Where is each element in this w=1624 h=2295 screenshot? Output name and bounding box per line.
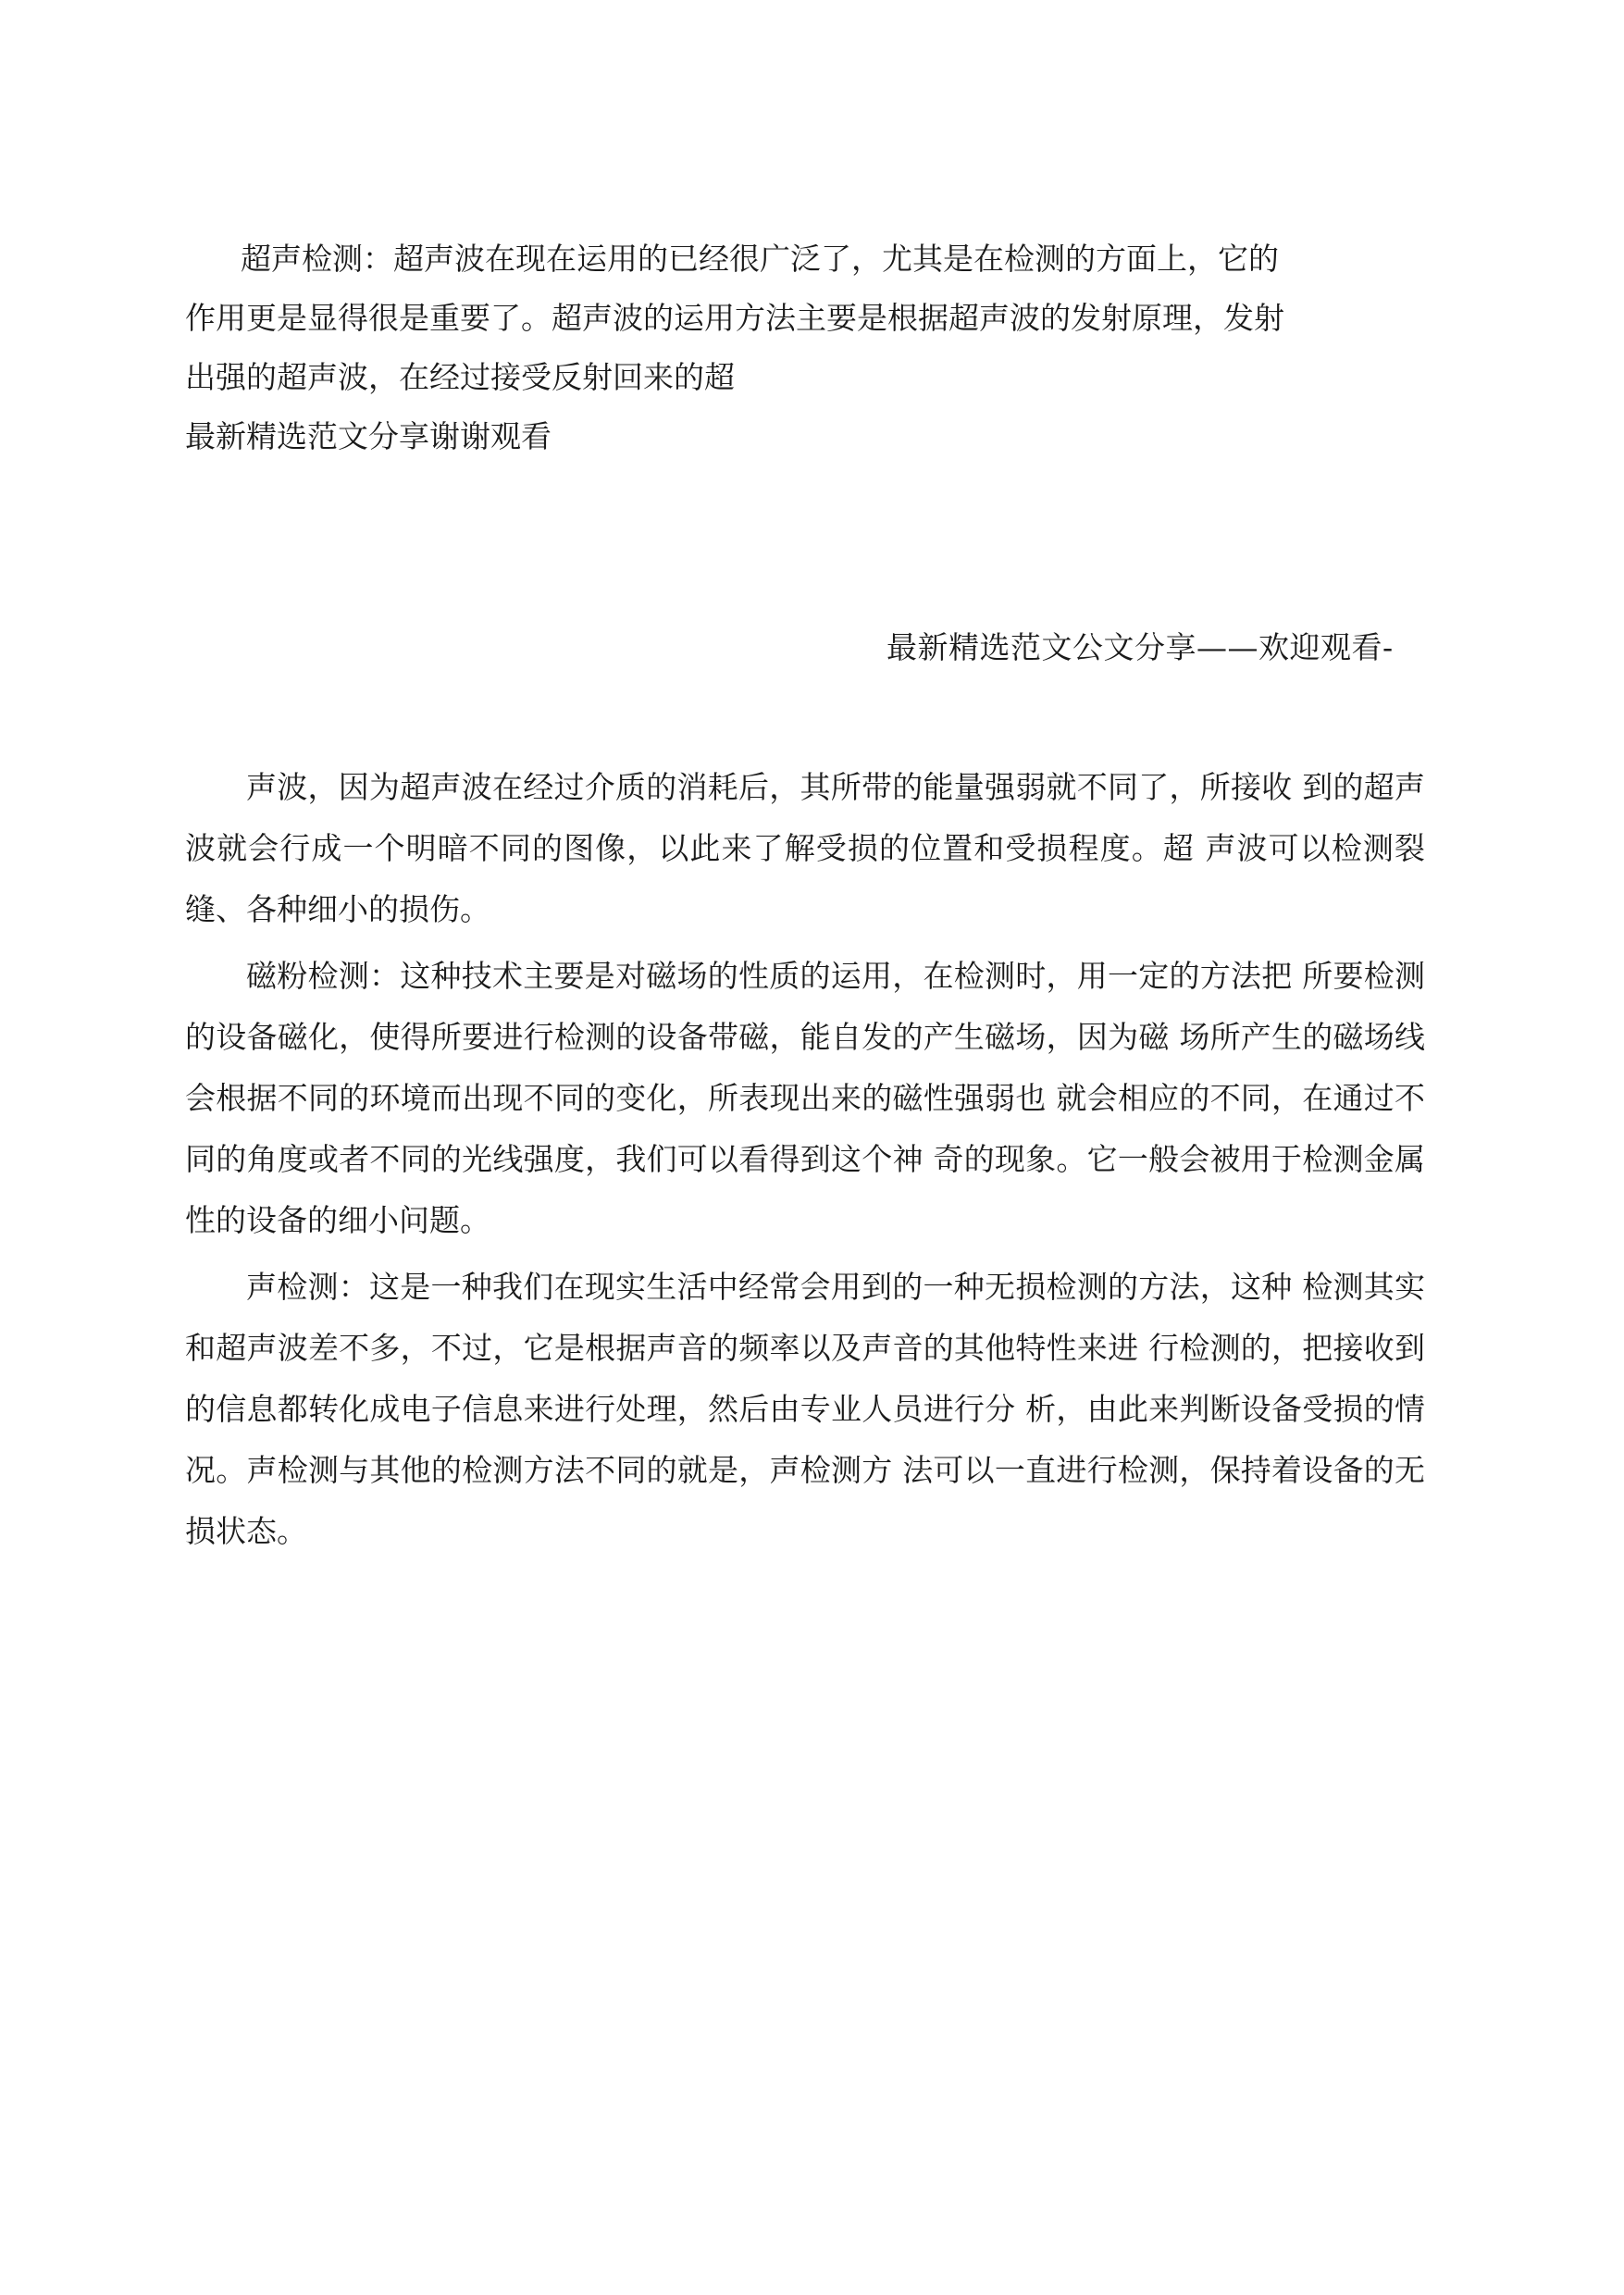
paragraph-acoustic: 声检测：这是一种我们在现实生活中经常会用到的一种无损检测的方法，这种 检测其实和超声波差不多，不过，它是根据声音的频率以及声音的其他特性来进 行检测的，把接收到的信息都转化成电子信息来进行处理，然后由专业人员进行分 析，由此来判断设备受损的情况。声检测与其他的检测方法不同的就是，声检测方 法可以一直进行检测，保持着设备的无损状态。 [185, 1269, 1425, 1549]
footer-note: 最新精选范文分享谢谢观看 [185, 418, 552, 454]
top-line-3: 出强的超声波，在经过接受反射回来的超 [185, 359, 735, 395]
paragraph-ultrasonic-cont: 声波，因为超声波在经过介质的消耗后，其所带的能量强弱就不同了，所接收 到的超声波就会行成一个明暗不同的图像，以此来了解受损的位置和受损程度。超 声波可以检测裂缝、各种细小的损伤。 [185, 769, 1425, 927]
body-text [185, 757, 1425, 1562]
top-line-2: 作用更是显得很是重要了。超声波的运用方法主要是根据超声波的发射原理，发射 [185, 300, 1284, 336]
top-line-1: 超声检测：超声波在现在运用的已经很广泛了，尤其是在检测的方面上，它的 [241, 241, 1279, 277]
paragraph-magnetic-particle: 磁粉检测：这种技术主要是对磁场的性质的运用，在检测时，用一定的方法把 所要检测的设备磁化，使得所要进行检测的设备带磁，能自发的产生磁场，因为磁 场所产生的磁场线会根据不同的环境而出现不同的变化，所表现出来的磁性强弱也 就会相应的不同，在通过不同的角度或者不同的光线强度，我们可以看得到这个神 奇的现象。它一般会被用于检测金属性的设备的细小问题。 [185, 958, 1425, 1238]
page-header-right: 最新精选范文公文分享——欢迎观看- [886, 629, 1394, 665]
top-section [185, 230, 1388, 466]
